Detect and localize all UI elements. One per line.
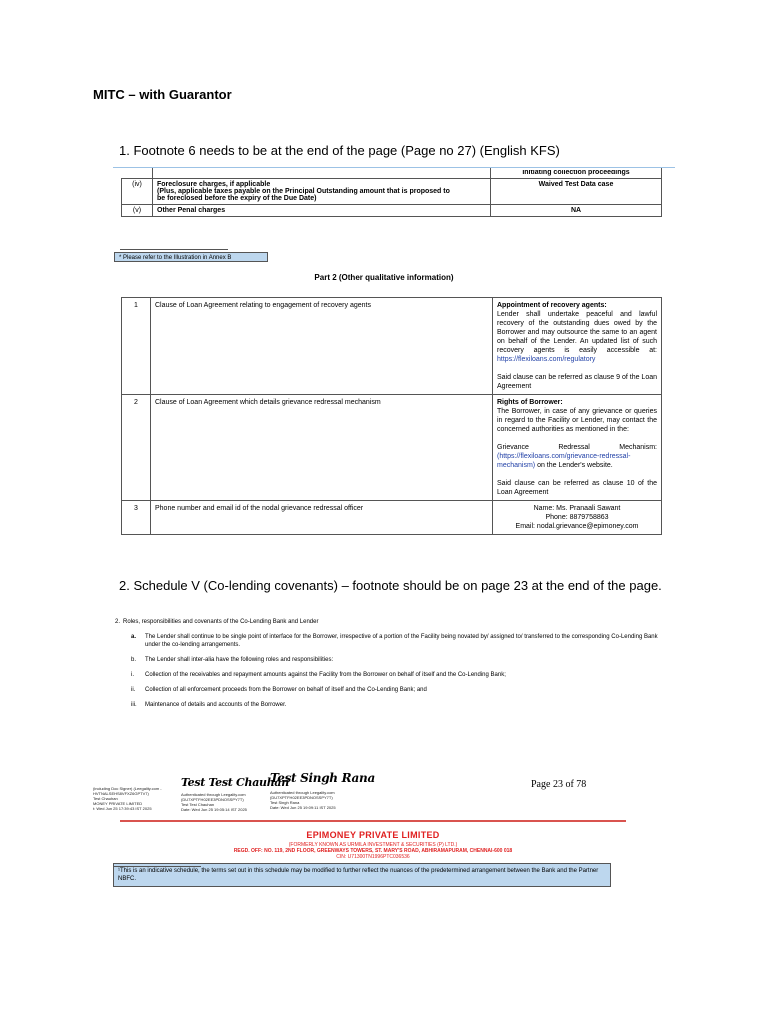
- list-text: The Lender shall inter-alia have the following roles and responsibilities:: [145, 657, 334, 663]
- row-description: [153, 179, 491, 205]
- footnote-separator: [113, 866, 201, 867]
- row-number: 2: [122, 395, 151, 501]
- regulatory-link[interactable]: https://flexiloans.com/regulatory: [497, 356, 596, 363]
- desc-line: be foreclosed before the expiry of the Due Date): [157, 195, 317, 202]
- desc-line: (Plus, applicable taxes payable on the Principal Outstanding amount that is proposed to: [157, 188, 450, 195]
- list-marker: 2.: [115, 619, 121, 625]
- part2-title: Part 2 (Other qualitative information): [314, 273, 454, 282]
- roles-title: Roles, responsibilities and covenants of the Co-Lending Bank and Lender: [123, 619, 319, 625]
- signature-chauhan: Test Test Chauhan: [181, 776, 289, 789]
- row-detail: [493, 298, 662, 395]
- row-value: NA: [491, 205, 662, 217]
- officer-phone: Phone: 8879758863: [545, 514, 609, 521]
- list-marker: iii.: [131, 702, 137, 708]
- detail-heading: Rights of Borrower:: [497, 399, 563, 406]
- row-description: Phone number and email id of the nodal grievance redressal officer: [151, 501, 493, 535]
- detail-text: Grievance Redressal Mechanism:: [497, 444, 657, 451]
- detail-clause: Said clause can be referred as clause 10 of the Loan Agreement: [497, 480, 657, 496]
- officer-email: Email: nodal.grievance@epimoney.com: [515, 523, 639, 530]
- list-item: [115, 701, 665, 709]
- kfs-charges-table: [121, 168, 662, 217]
- desc-line: Foreclosure charges, if applicable: [157, 181, 271, 188]
- item-1-heading: 1. Footnote 6 needs to be at the end of the page (Page no 27) (English KFS): [119, 143, 560, 158]
- footnote-separator: [120, 249, 228, 250]
- company-address: REGD. OFF: NO. 119, 2ND FLOOR, GREENWAYS TOWERS, ST. MARY'S ROAD, ABHIRAMAPURAM, CHENNAI-600 018: [233, 848, 513, 854]
- signer-stamp-left: (including Doc Signer) (Leegality.com - HVTNALSEHS8VFXZ6GPTV7) Test Chauhan MONEY PRIVATE LIMITED t: Wed Jun 25 17:39:43 IST 2025: [93, 786, 162, 811]
- annex-note: * Please refer to the Illustration in Annex B: [114, 252, 268, 262]
- qualitative-info-table: [121, 297, 662, 535]
- detail-text: Lender shall undertake peaceful and lawful recovery of the outstanding dues owed by the Borrower and may outsource the same to an agent on behalf of the Lender. An updated list of such recovery agents is easily accessible at:: [497, 311, 657, 354]
- schedule-footnote: ¹This is an indicative schedule, the terms set out in this schedule may be modified to further reflect the nuances of the predetermined arrangement between the Bank and the Partner NBFC.: [113, 863, 611, 887]
- list-marker: b.: [131, 657, 137, 663]
- row-description: [153, 205, 491, 217]
- detail-clause: Said clause can be referred as clause 9 of the Loan Agreement: [497, 374, 657, 390]
- signer-stamp-chauhan: Authenticated through Leegality.com (DU7XPTFH02EE3PDNOSSPY7T) Test Test Chauhan Date: Wed Jun 25 19:05:14 IST 2025: [181, 792, 247, 812]
- company-formerly: (FORMERLY KNOWN AS URMILA INVESTMENT & SECURITIES (P) LTD.): [288, 842, 458, 848]
- grievance-link[interactable]: (https://flexiloans.com/grievance-redressal-mechanism): [497, 453, 631, 469]
- row-detail: [493, 395, 662, 501]
- row-value: Waived Test Data case: [491, 179, 662, 205]
- list-item: [115, 671, 665, 679]
- list-text: Collection of the receivables and repayment amounts against the Facility from the Borrower on behalf of itself and the Co-Lending Bank;: [145, 672, 506, 678]
- officer-name: Name: Ms. Pranaali Sawant: [533, 505, 621, 512]
- list-item: [115, 633, 665, 649]
- row-description: Clause of Loan Agreement which details grievance redressal mechanism: [151, 395, 493, 501]
- table-row: [122, 179, 662, 205]
- signature-rana: Test Singh Rana: [270, 771, 375, 785]
- document-title: MITC – with Guarantor: [93, 87, 232, 102]
- cut-off-text: Initiating collection proceedings: [522, 170, 630, 176]
- roles-section: [115, 618, 665, 716]
- detail-text: The Borrower, in case of any grievance or queries in regard to the Facility or Lender, may contact the concerned authorities as mentioned in the:: [497, 408, 657, 433]
- row-number: 1: [122, 298, 151, 395]
- list-text: Maintenance of details and accounts of the Borrower.: [145, 702, 287, 708]
- row-number: (iv): [122, 179, 153, 205]
- row-number: (v): [122, 205, 153, 217]
- footer-divider: [120, 820, 626, 822]
- table-row: [122, 501, 662, 535]
- row-number: 3: [122, 501, 151, 535]
- item-2-heading: 2. Schedule V (Co-lending covenants) – footnote should be on page 23 at the end of the page.: [119, 578, 662, 593]
- table-row: [122, 395, 662, 501]
- list-marker: a.: [131, 634, 137, 640]
- detail-text: on the Lender's website.: [535, 462, 613, 469]
- company-cin: CIN: U71300TN1996PTC036536: [336, 854, 410, 860]
- table-row: [122, 168, 662, 179]
- detail-heading: Appointment of recovery agents:: [497, 302, 607, 309]
- table-row: [122, 205, 662, 217]
- list-marker: ii.: [131, 687, 136, 693]
- table-row: [122, 298, 662, 395]
- signer-stamp-rana: Authenticated through Leegality.com (DU7XPTFH02EE3PDNOSSPY7T) Test Singh Rana Date: Wed Jun 25 19:09:11 IST 2025: [270, 790, 336, 810]
- list-marker: i.: [131, 672, 134, 678]
- list-text: Collection of all enforcement proceeds from the Borrower on behalf of itself and the Co-Lending Bank; and: [145, 687, 427, 693]
- row-detail: [493, 501, 662, 535]
- list-item: [115, 618, 665, 626]
- page-number: Page 23 of 78: [531, 779, 587, 790]
- desc-line: Other Penal charges: [157, 207, 226, 214]
- row-description: Clause of Loan Agreement relating to engagement of recovery agents: [151, 298, 493, 395]
- company-name: EPIMONEY PRIVATE LIMITED: [306, 830, 440, 840]
- list-item: [115, 656, 665, 664]
- list-text: The Lender shall continue to be single point of interface for the Borrower, irrespective of a portion of the Facility being novated by/ assigned to/ transferred to the corresponding Co-Lending Bank under the co-lending arrangements.: [145, 634, 658, 648]
- list-item: [115, 686, 665, 694]
